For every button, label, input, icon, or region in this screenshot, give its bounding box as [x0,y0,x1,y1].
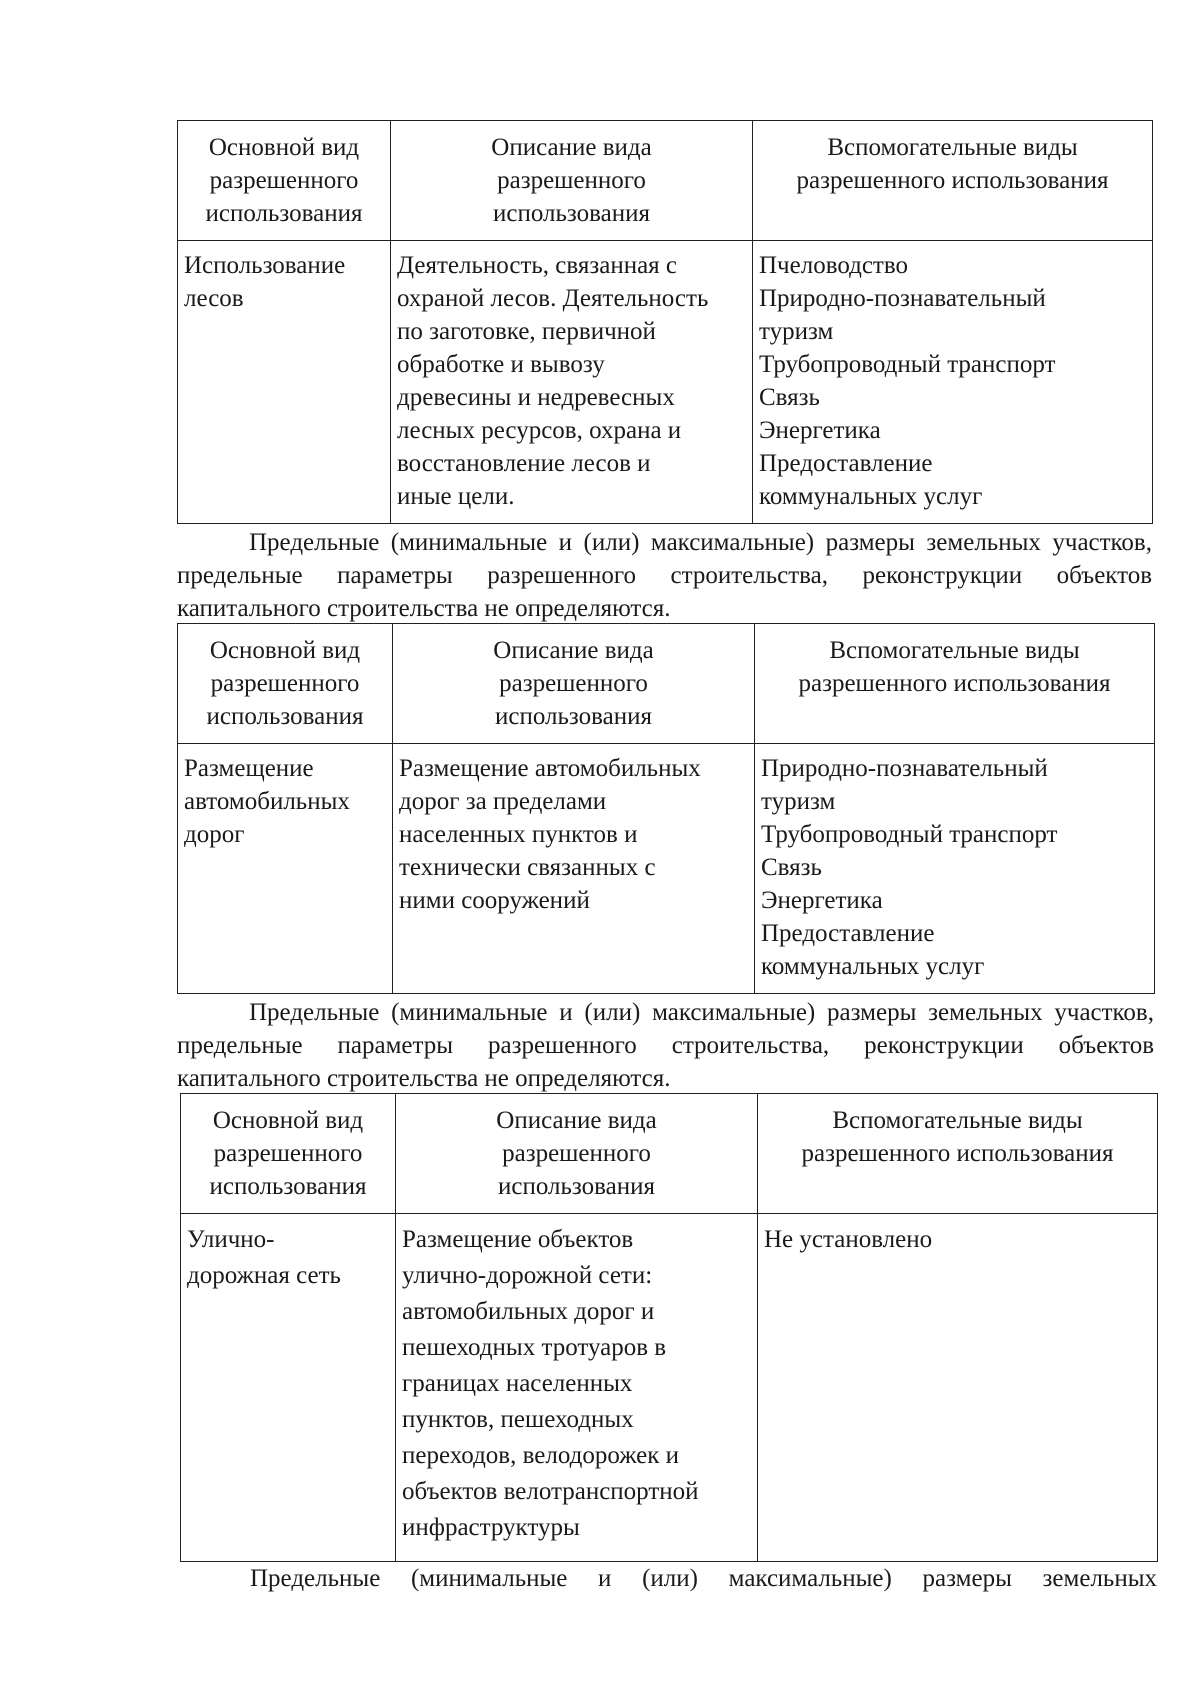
header-description: Описание вида разрешенного использования [396,1094,758,1214]
table-header-row [178,624,1155,744]
description-cell: Размещение автомобильных дорог за пределами населенных пунктов и технически связанных с ними сооружений [393,744,755,994]
header-main-use: Основной вид разрешенного использования [178,624,393,744]
land-use-table-2 [177,623,1155,994]
limits-paragraph-2: Предельные (минимальные и (или) максимальные) размеры земельных участков, предельные параметры разрешенного строительства, реконструкции объектов капитального строительства не определяются. [177,999,1154,1092]
auxiliary-use-cell: Пчеловодство Природно-познавательный туризм Трубопроводный транспорт Связь Энергетика Предоставление коммунальных услуг [753,241,1153,524]
description-cell: Деятельность, связанная с охраной лесов. Деятельность по заготовке, первичной обработке и вывозу древесины и недревесных лесных ресурсов, охрана и восстановление лесов и иные цели. [391,241,753,524]
header-description: Описание вида разрешенного использования [391,121,753,241]
header-main-use: Основной вид разрешенного использования [181,1094,396,1214]
header-auxiliary-use: Вспомогательные виды разрешенного использования [755,624,1155,744]
auxiliary-use-cell: Природно-познавательный туризм Трубопроводный транспорт Связь Энергетика Предоставление коммунальных услуг [755,744,1155,994]
description-cell: Размещение объектов улично-дорожной сети: автомобильных дорог и пешеходных тротуаров в границах населенных пунктов, пешеходных переходов, велодорожек и объектов велотранспортной инфраструктуры [396,1214,758,1562]
table-row [181,1214,1158,1562]
table-header-row [181,1094,1158,1214]
main-use-cell: Использование лесов [178,241,391,524]
auxiliary-use-cell: Не установлено [758,1214,1158,1562]
header-auxiliary-use: Вспомогательные виды разрешенного использования [758,1094,1158,1214]
table-header-row [178,121,1153,241]
limits-paragraph-1: Предельные (минимальные и (или) максимальные) размеры земельных участков, предельные параметры разрешенного строительства, реконструкции объектов капитального строительства не определяются. [177,529,1152,622]
limits-paragraph-3: Предельные (минимальные и (или) максимальные) размеры земельных [250,1565,1157,1592]
table-row [178,241,1153,524]
header-description: Описание вида разрешенного использования [393,624,755,744]
main-use-cell: Улично- дорожная сеть [181,1214,396,1562]
table-row [178,744,1155,994]
header-auxiliary-use: Вспомогательные виды разрешенного использования [753,121,1153,241]
land-use-table-1 [177,120,1153,524]
main-use-cell: Размещение автомобильных дорог [178,744,393,994]
header-main-use: Основной вид разрешенного использования [178,121,391,241]
land-use-table-3 [180,1093,1158,1562]
